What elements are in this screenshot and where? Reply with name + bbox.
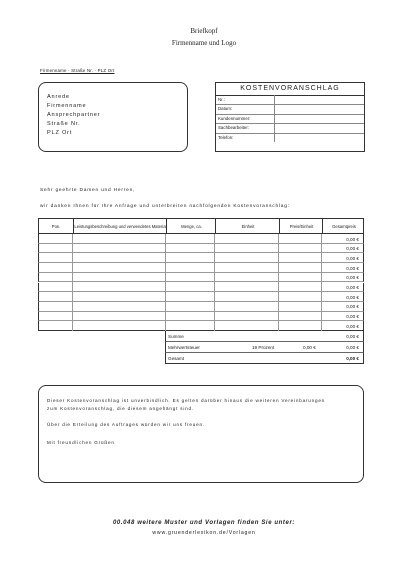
quote-info-box	[215, 82, 365, 152]
table-row: 0,00 €	[38, 244, 364, 254]
total-value: 0,00 €	[346, 356, 359, 361]
col-header-description: Leistungsbeschreibung und verwendetes Material	[73, 219, 167, 233]
table-row: 0,00 €	[38, 292, 364, 302]
column-divider	[72, 234, 73, 331]
sum-label: Summe	[168, 334, 184, 339]
column-divider	[278, 234, 279, 331]
sum-value: 0,00 €	[346, 334, 359, 339]
address-line: Anrede	[47, 94, 70, 100]
table-row: 0,00 €	[38, 234, 364, 244]
quote-field-label: Kundennummer:	[218, 115, 251, 121]
col-header-unit-price: Preis/Einheit	[279, 219, 323, 233]
table-row: 0,00 €	[38, 273, 364, 283]
table-header	[38, 218, 364, 234]
letterhead-subtitle: Firmenname und Logo	[171, 39, 237, 47]
table-row: 0,00 €	[38, 283, 364, 293]
promo-link[interactable]: www.gruenderlexikon.de/Vorlagen	[152, 530, 256, 536]
closing-text-line: zum Kostenvoranschlag, die diesem angehängt sind.	[47, 406, 194, 411]
closing-greeting: Mit freundlichen Grüßen	[47, 440, 115, 445]
column-divider	[321, 234, 322, 331]
quote-field-label: Telefon:	[218, 134, 234, 140]
intro-text: wir danken Ihnen für Ihre Anfrage und unterbreiten nachfolgenden Kostenvoranschlag:	[40, 204, 290, 209]
sum-row	[165, 331, 364, 342]
table-row: 0,00 €	[38, 253, 364, 263]
quote-field-row	[216, 133, 364, 142]
vat-row	[165, 342, 364, 353]
col-header-quantity: Menge, ca.	[166, 219, 216, 233]
col-header-total: Gesamtpreis	[322, 219, 365, 233]
vat-rate: 19 Prozent	[252, 345, 275, 350]
promo-headline: 00.048 weitere Muster und Vorlagen finden Sie unter:	[112, 520, 295, 526]
table-row: 0,00 €	[38, 321, 364, 331]
table-row: 0,00 €	[38, 263, 364, 273]
address-line: Ansprechpartner	[47, 112, 101, 118]
quote-field-label: Nr.:	[218, 97, 225, 102]
total-row	[165, 353, 364, 364]
col-header-unit: Einheit	[215, 219, 280, 233]
address-window	[38, 82, 188, 152]
quote-field-label: Sachbearbeiter:	[218, 125, 249, 131]
column-divider	[165, 234, 166, 331]
quote-field-label: Datum:	[218, 106, 233, 112]
table-row: 0,00 €	[38, 302, 364, 312]
closing-text-box	[38, 385, 364, 483]
letterhead-title: Briefkopf	[190, 27, 218, 35]
table-row: 0,00 €	[38, 312, 364, 322]
closing-text-line: Dieser Kostenvoranschlag ist unverbindlich. Es gelten darüber hinaus die weiteren Vereinbarungen	[47, 398, 326, 403]
total-label: Gesamt	[168, 356, 185, 361]
address-line: Firmenname	[47, 103, 87, 109]
vat-label: Mehrwertsteuer	[168, 345, 200, 350]
address-line: PLZ Ort	[47, 130, 73, 136]
sender-return-line: Firmenname · Straße Nr. · PLZ Ort	[40, 68, 115, 73]
vat-amount: 0,00 €	[303, 345, 316, 350]
closing-text-line: Über die Erteilung des Auftrages würden wir uns freuen.	[47, 422, 205, 427]
address-line: Straße Nr.	[47, 121, 81, 127]
vat-value: 0,00 €	[346, 345, 359, 350]
col-header-pos: Pos.	[51, 223, 61, 229]
column-divider	[214, 234, 215, 331]
quote-title: KOSTENVORANSCHLAG	[216, 83, 364, 96]
salutation: Sehr geehrte Damen und Herren,	[40, 188, 136, 193]
